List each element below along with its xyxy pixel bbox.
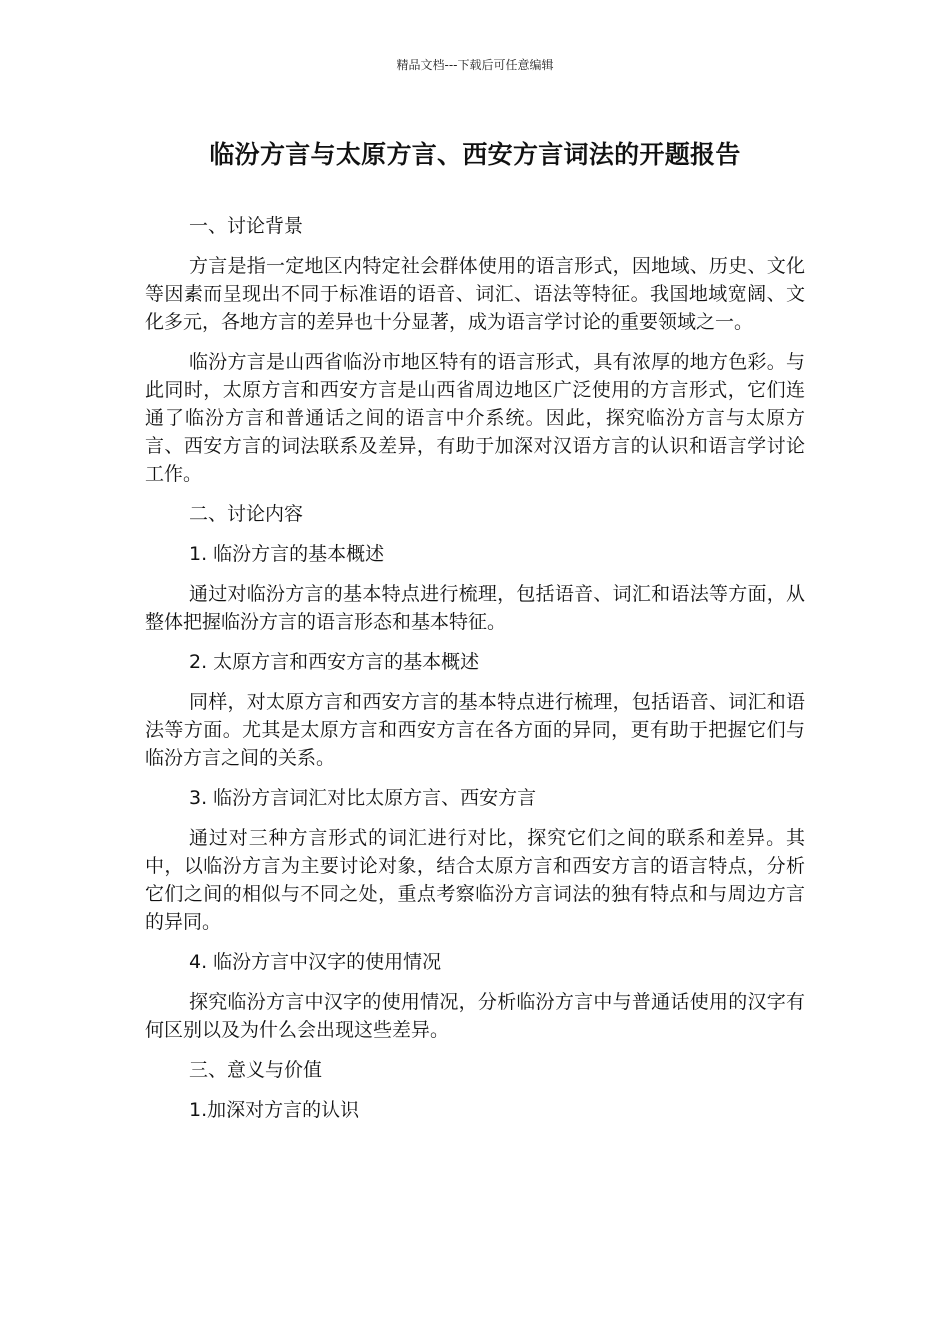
- body-paragraph: 通过对三种方言形式的词汇进行对比，探究它们之间的联系和差异。其中，以临汾方言为主要讨论对象，结合太原方言和西安方言的语言特点，分析它们之间的相似与不同之处，重点考察临汾方言词法的独有特点和与周边方言的异同。: [145, 827, 805, 933]
- subheading: 4. 临汾方言中汉字的使用情况: [189, 951, 442, 973]
- section-heading-significance: 三、意义与价值: [189, 1059, 323, 1081]
- subheading: 3. 临汾方言词汇对比太原方言、西安方言: [189, 787, 537, 809]
- subheading: 1. 临汾方言的基本概述: [189, 543, 385, 565]
- body-paragraph: 探究临汾方言中汉字的使用情况，分析临汾方言中与普通话使用的汉字有何区别以及为什么会出现这些差异。: [145, 991, 805, 1041]
- body-paragraph: 临汾方言是山西省临汾市地区特有的语言形式，具有浓厚的地方色彩。与此同时，太原方言和西安方言是山西省周边地区广泛使用的方言形式，它们连通了临汾方言和普通话之间的语言中介系统。因此，探究临汾方言与太原方言、西安方言的词法联系及差异，有助于加深对汉语方言的认识和语言学讨论工作。: [145, 351, 805, 485]
- subheading: 1.加深对方言的认识: [189, 1099, 360, 1121]
- body-paragraph: 同样，对太原方言和西安方言的基本特点进行梳理，包括语音、词汇和语法等方面。尤其是太原方言和西安方言在各方面的异同，更有助于把握它们与临汾方言之间的关系。: [145, 691, 805, 769]
- document-body: [145, 212, 805, 1136]
- header-note: 精品文档---下载后可任意编辑: [396, 58, 554, 72]
- section-heading-background: 一、讨论背景: [189, 215, 304, 237]
- body-paragraph: 通过对临汾方言的基本特点进行梳理，包括语音、词汇和语法等方面，从整体把握临汾方言的语言形态和基本特征。: [145, 583, 805, 633]
- document-title: 临汾方言与太原方言、西安方言词法的开题报告: [209, 140, 741, 169]
- subheading: 2. 太原方言和西安方言的基本概述: [189, 651, 480, 673]
- section-heading-content: 二、讨论内容: [189, 503, 304, 525]
- body-paragraph: 方言是指一定地区内特定社会群体使用的语言形式，因地域、历史、文化等因素而呈现出不同于标准语的语音、词汇、语法等特征。我国地域宽阔、文化多元，各地方言的差异也十分显著，成为语言学讨论的重要领域之一。: [145, 255, 805, 333]
